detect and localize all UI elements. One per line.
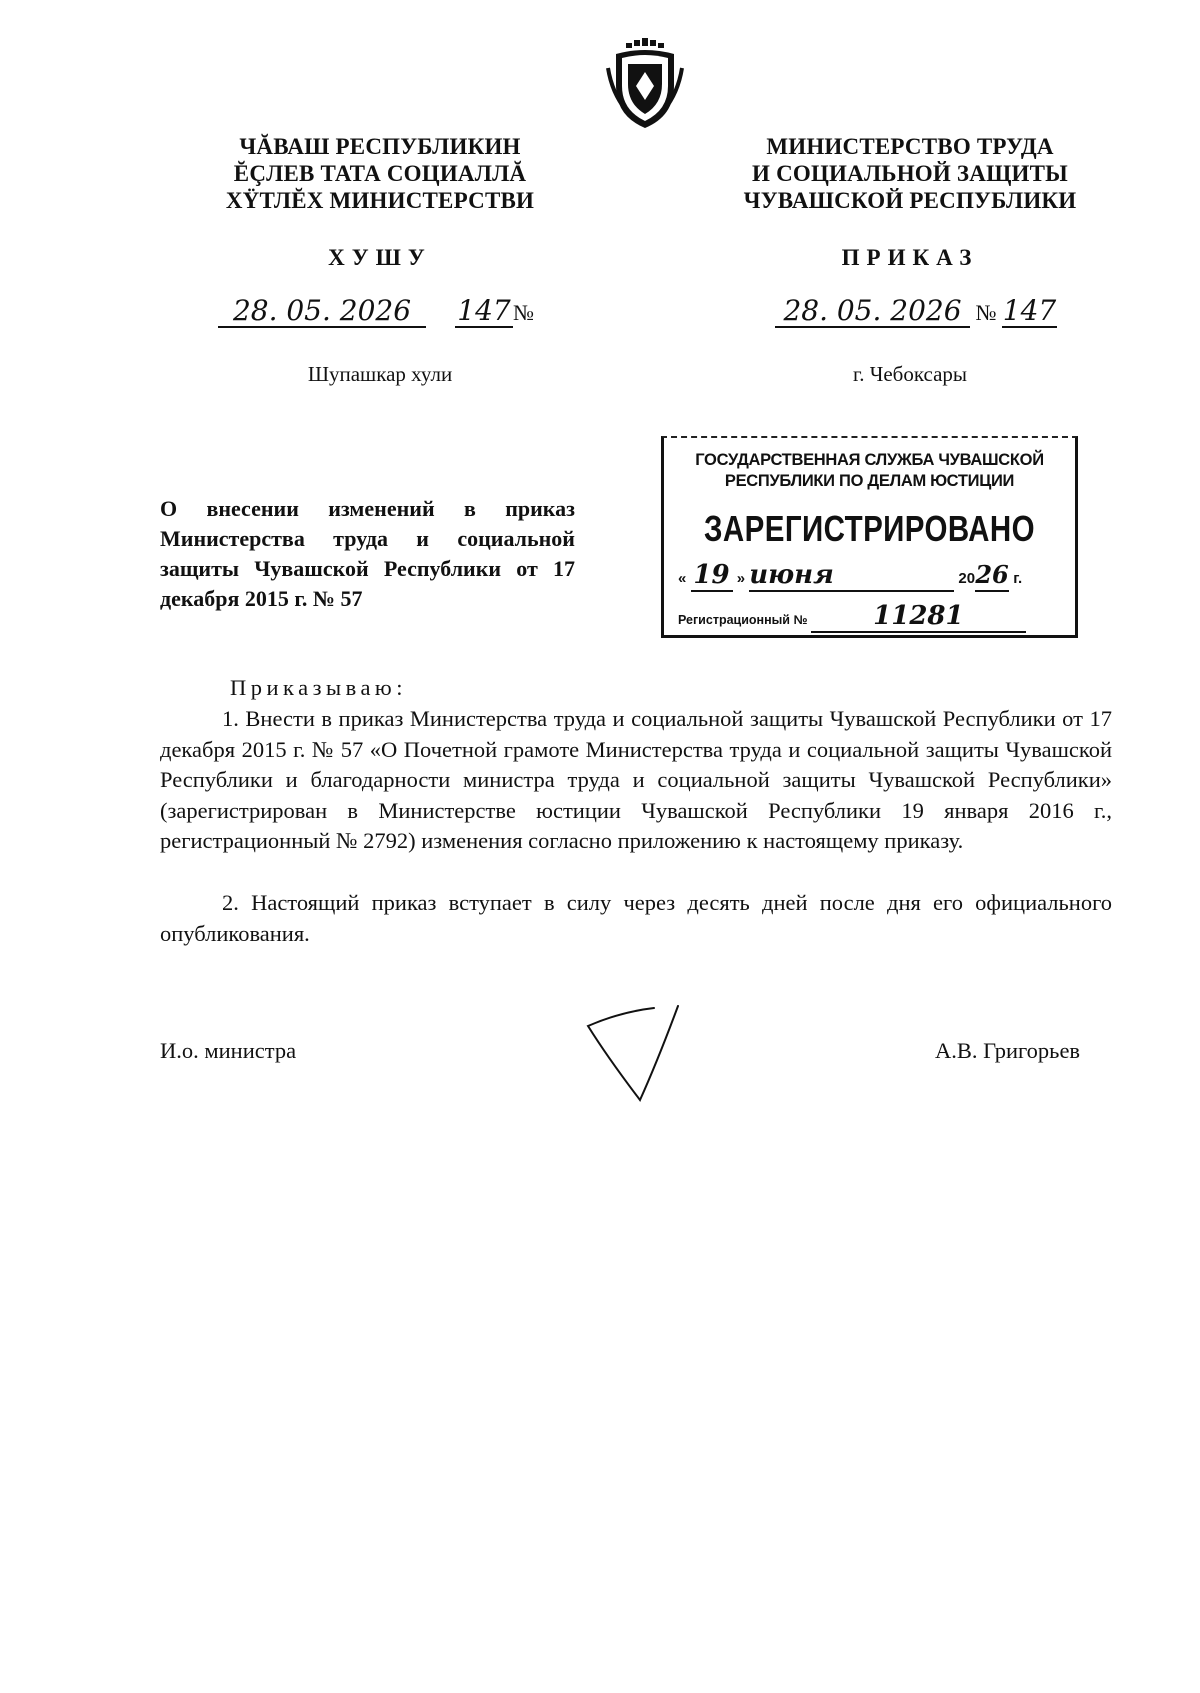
signatory-name: А.В. Григорьев <box>935 1038 1081 1063</box>
header-right-organization <box>700 133 1120 214</box>
place-right: г. Чебоксары <box>852 362 968 386</box>
doc-type-right: ПРИКАЗ <box>841 245 979 270</box>
coat-of-arms-emblem <box>606 38 684 130</box>
signatory-role: И.о. министра <box>160 1038 297 1063</box>
header-right-line: ЧУВАШСКОЙ РЕСПУБЛИКИ <box>743 188 1077 213</box>
stamp-status: ЗАРЕГИСТРИРОВАНО <box>704 508 1035 549</box>
date-number-right <box>775 296 1075 330</box>
stamp-organization <box>664 450 1075 492</box>
handwritten-date-right: 28. 05. 2026 <box>775 296 970 328</box>
doc-type-left: ХУШУ <box>328 245 432 270</box>
stamp-quote-close: » <box>736 570 746 587</box>
order-word: Приказываю: <box>230 675 407 700</box>
header-left-line: ĔÇЛЕВ ТАТА СОЦИАЛЛĂ <box>233 161 527 186</box>
header-left-line: ХŸТЛĔХ МИНИСТЕРСТВИ <box>225 188 535 213</box>
header-left-organization <box>200 133 560 214</box>
stamp-quote-open: « <box>678 570 687 587</box>
stamp-handwritten-month: июня <box>749 560 954 592</box>
number-sign-right: № <box>975 300 997 325</box>
paragraph-2: 2. Настоящий приказ вступает в силу через десять дней после дня его официального опубликования. <box>160 890 1112 946</box>
stamp-handwritten-reg-number: 11281 <box>811 601 1026 633</box>
handwritten-signature <box>580 1000 740 1110</box>
stamp-org-line: ГОСУДАРСТВЕННАЯ СЛУЖБА ЧУВАШСКОЙ <box>695 451 1044 469</box>
stamp-reg-label: Регистрационный № <box>678 613 808 627</box>
stamp-handwritten-year: 26 <box>975 560 1009 592</box>
handwritten-date-left: 28. 05. 2026 <box>218 296 426 328</box>
stamp-handwritten-day: 19 <box>691 560 733 592</box>
handwritten-number-left: 147 <box>455 296 513 328</box>
document-title: О внесении изменений в приказ Министерства труда и социальной защиты Чувашской Республики от 17 декабря 2015 г. № 57 <box>160 496 575 611</box>
header-left-line: ЧĂВАШ РЕСПУБЛИКИН <box>239 134 521 159</box>
paragraph-1: 1. Внести в приказ Министерства труда и социальной защиты Чувашской Республики от 17 декабря 2015 г. № 57 «О Почетной грамоте Министерства труда и социальной защиты Чувашской Республики и благодарности министра труда и социальной защиты Чувашской Республики» (зарегистрирован в Министерстве юстиции Чувашской Республики 19 января 2016 г., регистрационный № 2792) изменения согласно приложению к настоящему приказу. <box>160 706 1112 853</box>
date-number-left <box>218 296 548 330</box>
header-right-line: МИНИСТЕРСТВО ТРУДА <box>766 134 1054 159</box>
stamp-date-line <box>678 560 1068 592</box>
place-left: Шупашкар хули <box>307 362 453 386</box>
number-sign-left: № <box>513 300 534 325</box>
stamp-org-line: РЕСПУБЛИКИ ПО ДЕЛАМ ЮСТИЦИИ <box>724 472 1015 490</box>
stamp-year-mark: г. <box>1013 570 1023 587</box>
header-right-line: И СОЦИАЛЬНОЙ ЗАЩИТЫ <box>752 161 1068 186</box>
registration-stamp <box>661 436 1078 638</box>
handwritten-number-right: 147 <box>1002 294 1057 327</box>
stamp-registration-line <box>678 601 1068 631</box>
stamp-year-prefix: 20 <box>958 570 976 587</box>
